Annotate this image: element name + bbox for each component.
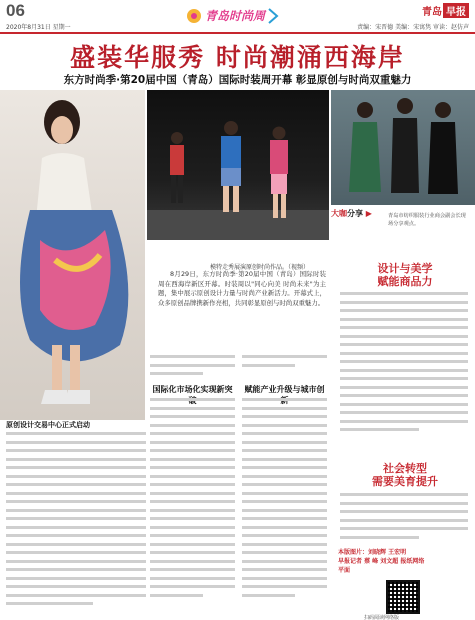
masthead bbox=[422, 3, 469, 18]
body-column-1 bbox=[6, 432, 146, 618]
section-1-title: 国际化市场化实现新突 bbox=[152, 385, 233, 394]
sidebar-text-1 bbox=[340, 292, 468, 462]
sidebar-tag: 大咖分享 ▶ bbox=[331, 209, 372, 218]
sidebar-text-1-lines bbox=[340, 292, 468, 431]
sidebar-title-2: 社会转型 需要美育提升 bbox=[372, 462, 438, 488]
section-2-title: 赋能产业升级与城市创 bbox=[244, 385, 325, 394]
qr-code-label: 扫码阅读网络版 bbox=[364, 615, 400, 620]
photo-runway-children bbox=[147, 90, 329, 240]
page-header bbox=[0, 0, 475, 34]
page-number: 06 bbox=[6, 1, 25, 20]
sidebar-text-2-lines bbox=[340, 493, 468, 539]
sidebar-intro: 青岛市纺织服装行业商会副会长现场分享观点。 bbox=[388, 213, 466, 227]
photo-credits: 本版图片：刘晓辉 王宏明 早报记者 蔡 峰 刘文超 报纸网络 平面 bbox=[338, 549, 425, 574]
body-column-3b-lines bbox=[242, 398, 327, 597]
qr-code-icon[interactable] bbox=[386, 580, 420, 614]
body-column-3a-lines bbox=[242, 355, 327, 367]
editor-credits: 责编：宋晋德 美编：宋寓隽 审读：赵仿声 bbox=[357, 24, 469, 31]
body-column-2b-lines bbox=[150, 398, 235, 597]
subheadline: 东方时尚季·第20届中国（青岛）国际时装周开幕 彰显原创与时尚双重魅力 bbox=[63, 74, 412, 86]
body-column-3a bbox=[242, 355, 327, 375]
model-figure-image bbox=[0, 90, 145, 420]
runway-children-image bbox=[147, 90, 329, 240]
body-column-3b bbox=[242, 398, 327, 618]
runway-adults-image bbox=[331, 90, 475, 205]
sidebar-text-2 bbox=[340, 493, 468, 545]
sidebar-tag-a: 大咖 bbox=[331, 209, 347, 218]
body-column-2b bbox=[150, 398, 235, 618]
photo-runway-adults bbox=[331, 90, 475, 205]
masthead-paper: 早报 bbox=[443, 3, 469, 18]
body-column-2a bbox=[150, 355, 235, 385]
sidebar-title-1: 设计与美学 赋能商品力 bbox=[377, 262, 433, 288]
photo-model-left bbox=[0, 90, 145, 420]
article-intro: 8月29日，东方时尚季·第20届中国（青岛）国际时装周在西海岸新区开幕。时装周以"同心向美 时尚未来"为主题，集中展示原创设计力量与时尚产业新活力。开幕式上，众多原创品牌携新作亮相，共同彰显原创与时尚双重魅力。 bbox=[158, 270, 326, 307]
issue-date: 2020年8月31日 星期一 bbox=[6, 24, 71, 31]
sidebar-tag-b: 分享 bbox=[347, 209, 363, 218]
body-column-1-lines bbox=[6, 432, 146, 605]
main-photo-caption: 模特走秀展演原创时尚作品。（视频） bbox=[210, 264, 310, 271]
headline: 盛装华服秀 时尚潮涌西海岸 bbox=[70, 43, 405, 72]
left-photo-caption: 原创设计交易中心正式启动 bbox=[6, 421, 90, 429]
section-logo-text: 青岛时尚周 bbox=[205, 9, 266, 23]
body-column-2a-lines bbox=[150, 355, 235, 375]
masthead-city: 青岛 bbox=[422, 7, 442, 18]
section-logo bbox=[185, 5, 283, 27]
